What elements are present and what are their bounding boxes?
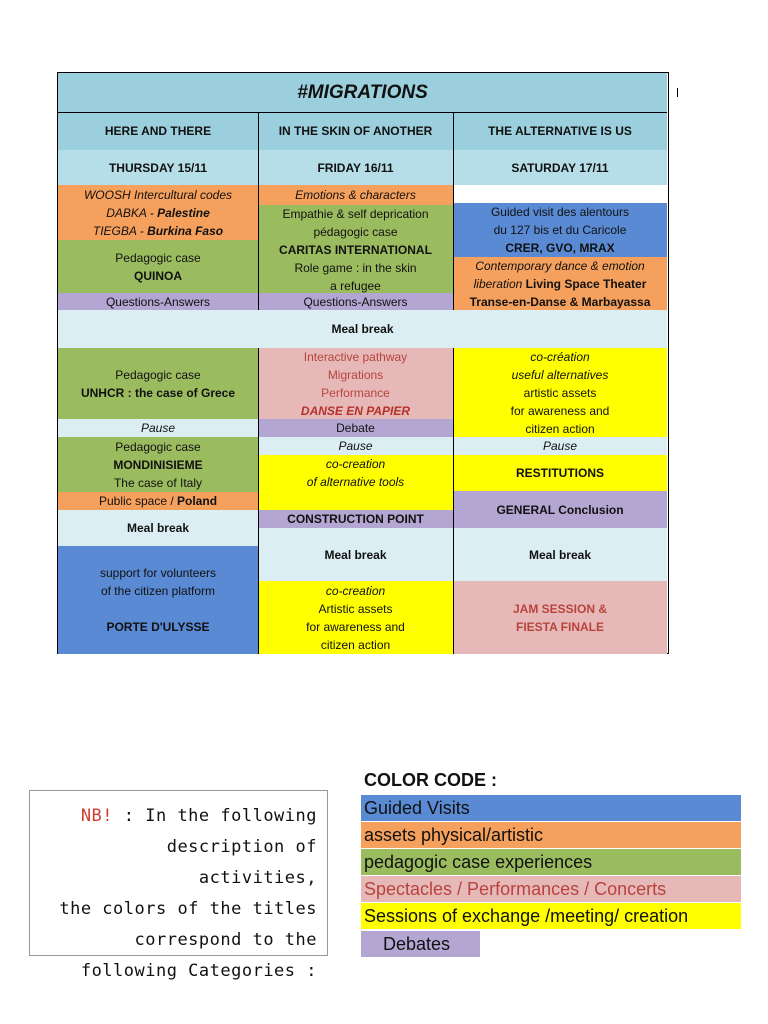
saturday-general-conclusion: GENERAL Conclusion xyxy=(453,491,667,528)
grid-line xyxy=(258,348,259,654)
friday-construction-point: CONSTRUCTION POINT xyxy=(258,510,453,528)
saturday-empty-slot xyxy=(453,185,667,203)
saturday-pause: Pause xyxy=(453,437,667,455)
color-code-spectacles: Spectacles / Performances / Concerts xyxy=(361,876,741,902)
theme-header-in-the-skin: IN THE SKIN OF ANOTHER xyxy=(258,112,453,150)
grid-line xyxy=(453,112,454,310)
friday-caritas-role-game: Empathie & self deprication pédagogic case CARITAS INTERNATIONAL Role game : in the skin a refugee xyxy=(258,205,453,293)
day-header-friday: FRIDAY 16/11 xyxy=(258,150,453,185)
saturday-restitutions: RESTITUTIONS xyxy=(453,455,667,491)
thursday-pause: Pause xyxy=(58,419,258,437)
thursday-quinoa: Pedagogic case QUINOA xyxy=(58,240,258,293)
theme-header-alternative: THE ALTERNATIVE IS US xyxy=(453,112,667,150)
saturday-meal-break: Meal break xyxy=(453,528,667,581)
friday-pause: Pause xyxy=(258,437,453,455)
day-header-thursday: THURSDAY 15/11 xyxy=(58,150,258,185)
thursday-porte-ulysse: support for volunteers of the citizen platform PORTE D'ULYSSE xyxy=(58,546,258,654)
meal-break-full-row: Meal break xyxy=(58,310,667,348)
color-code-assets: assets physical/artistic xyxy=(361,822,741,848)
saturday-cocreation-alternatives: co-création useful alternatives artistic assets for awareness and citizen action xyxy=(453,348,667,437)
schedule-title: #MIGRATIONS xyxy=(58,73,667,112)
thursday-unhcr: Pedagogic case UNHCR : the case of Grece xyxy=(58,348,258,419)
grid-line xyxy=(258,112,259,310)
color-code-sessions: Sessions of exchange /meeting/ creation xyxy=(361,903,741,929)
friday-emotions-characters: Emotions & characters xyxy=(258,185,453,205)
schedule-table xyxy=(57,72,669,654)
day-header-saturday: SATURDAY 17/11 xyxy=(453,150,667,185)
color-code-title: COLOR CODE : xyxy=(364,770,497,790)
nb-note: NB! : In the following description of activities, the colors of the titles correspond to the following Categories : xyxy=(29,790,328,956)
friday-debate: Debate xyxy=(258,419,453,437)
theme-header-here-and-there: HERE AND THERE xyxy=(58,112,258,150)
grid-line xyxy=(453,348,454,654)
grid-line xyxy=(58,112,667,113)
color-code-pedagogic: pedagogic case experiences xyxy=(361,849,741,875)
stray-mark xyxy=(677,88,678,97)
friday-cocreation-tools: co-creation of alternative tools xyxy=(258,455,453,510)
thursday-meal-break: Meal break xyxy=(58,510,258,546)
thursday-questions-answers: Questions-Answers xyxy=(58,293,258,310)
friday-performance: Performance DANSE EN PAPIER xyxy=(258,384,453,419)
thursday-mondinisieme: Pedagogic case MONDINISIEME The case of Italy xyxy=(58,437,258,492)
saturday-guided-visit: Guided visit des alentours du 127 bis et du Caricole CRER, GVO, MRAX xyxy=(453,203,667,257)
color-code-debates: Debates xyxy=(361,931,480,957)
friday-meal-break: Meal break xyxy=(258,528,453,581)
thursday-intercultural-codes: WOOSH Intercultural codes DABKA - Palestine TIEGBA - Burkina Faso xyxy=(58,185,258,240)
friday-artistic-assets: co-creation Artistic assets for awareness and citizen action xyxy=(258,581,453,654)
color-code-guided-visits: Guided Visits xyxy=(361,795,741,821)
saturday-jam-session: JAM SESSION & FIESTA FINALE xyxy=(453,581,667,654)
friday-interactive-pathway: Interactive pathway Migrations xyxy=(258,348,453,384)
thursday-public-space: Public space / Poland xyxy=(58,492,258,510)
saturday-contemporary-dance: Contemporary dance & emotion liberation Living Space Theater Transe-en-Danse & Marbayassa xyxy=(453,257,667,310)
friday-questions-answers: Questions-Answers xyxy=(258,293,453,310)
